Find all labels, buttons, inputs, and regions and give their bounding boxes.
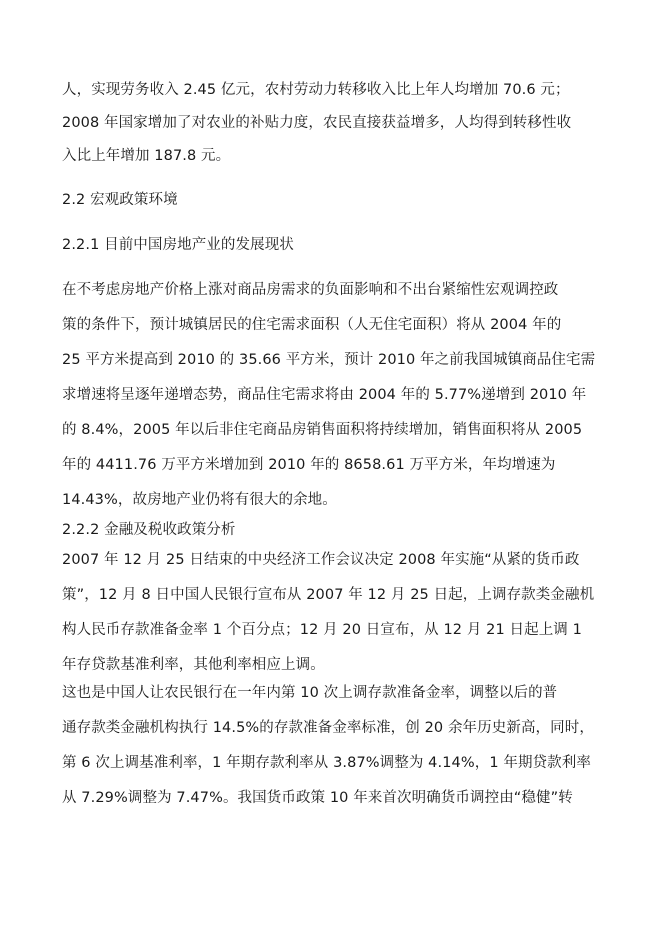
intro-line-2: 2008 年国家增加了对农业的补贴力度，农民直接获益增多，人均得到转移性收 — [62, 115, 572, 131]
paragraph-line: 的 8.4%，2005 年以后非住宅商品房销售面积将持续增加，销售面积将从 2005 — [62, 422, 583, 438]
paragraph-line: 从 7.29%调整为 7.47%。我国货币政策 10 年来首次明确货币调控由“稳健”转 — [62, 790, 573, 806]
intro-line-3: 入比上年增加 187.8 元。 — [62, 148, 231, 164]
document-page — [62, 80, 610, 808]
paragraph-line: 策的条件下，预计城镇居民的住宅需求面积（人无住宅面积）将从 2004 年的 — [62, 317, 562, 333]
paragraph-line: 年的 4411.76 万平方米增加到 2010 年的 8658.61 万平方米，年均增速为 — [62, 457, 556, 473]
section-2-2-1-paragraph — [62, 280, 610, 510]
intro-line-1: 人，实现劳务收入 2.45 亿元，农村劳动力转移收入比上年人均增加 70.6 元； — [62, 82, 570, 98]
paragraph-line: 25 平方米提高到 2010 的 35.66 平方米，预计 2010 年之前我国城镇商品住宅需 — [62, 352, 596, 368]
paragraph-line: 2007 年 12 月 25 日结束的中央经济工作会议决定 2008 年实施“从紧的货币政 — [62, 552, 580, 568]
paragraph-line: 年存贷款基准利率，其他利率相应上调。 — [62, 657, 325, 673]
paragraph-line: 构人民币存款准备金率 1 个百分点；12 月 20 日宣布，从 12 月 21 日起上调 1 — [62, 622, 582, 638]
section-2-2-heading: 2.2 宏观政策环境 — [62, 192, 178, 208]
section-2-2-2-paragraph-1 — [62, 550, 610, 675]
paragraph-line: 14.43%，故房地产业仍将有很大的余地。 — [62, 492, 337, 508]
paragraph-line: 在不考虑房地产价格上涨对商品房需求的负面影响和不出台紧缩性宏观调控政 — [62, 282, 559, 298]
section-2-2-2-paragraph-2 — [62, 683, 610, 808]
section-2-2-2-heading: 2.2.2 金融及税收政策分析 — [62, 522, 236, 538]
intro-paragraph — [62, 80, 610, 166]
section-2-2-1-heading: 2.2.1 目前中国房地产业的发展现状 — [62, 237, 294, 253]
paragraph-line: 通存款类金融机构执行 14.5%的存款准备金率标准，创 20 余年历史新高，同时， — [62, 720, 594, 736]
paragraph-line: 第 6 次上调基准利率，1 年期存款利率从 3.87%调整为 4.14%，1 年期贷款利率 — [62, 755, 591, 771]
paragraph-line: 策”，12 月 8 日中国人民银行宣布从 2007 年 12 月 25 日起，上调存款类金融机 — [62, 587, 595, 603]
paragraph-line: 这也是中国人让农民银行在一年内第 10 次上调存款准备金率，调整以后的普 — [62, 685, 558, 701]
paragraph-line: 求增速将呈逐年递增态势，商品住宅需求将由 2004 年的 5.77%递增到 2010 年 — [62, 387, 587, 403]
